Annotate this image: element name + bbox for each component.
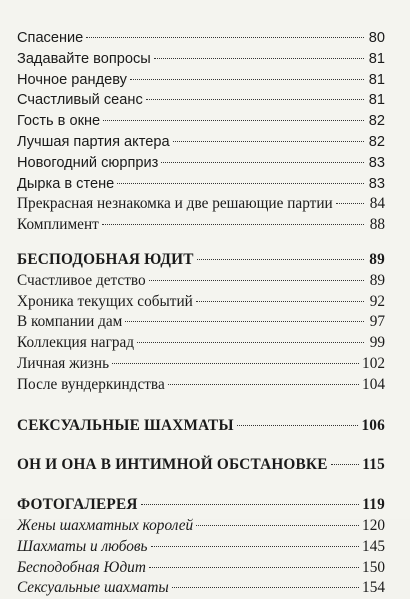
- toc-entry-title: Прекрасная незнакомка и две решающие партии: [17, 195, 333, 213]
- toc-entry: [17, 132, 385, 153]
- toc-entry-page: 83: [368, 175, 385, 192]
- toc-entry-page: 80: [368, 30, 385, 46]
- toc-section-title: СЕКСУАЛЬНЫЕ ШАХМАТЫ: [17, 416, 234, 434]
- dot-leader: [141, 504, 360, 505]
- toc-entry: [17, 578, 385, 599]
- toc-entry: [17, 153, 385, 174]
- dot-leader: [336, 203, 364, 204]
- toc-entry: [17, 271, 385, 292]
- toc-entry: [17, 215, 385, 236]
- toc-entry-page: 81: [368, 92, 385, 109]
- toc-entry: [17, 194, 385, 215]
- dot-leader: [149, 280, 364, 281]
- toc-entry-title: Счастливое детство: [17, 271, 146, 289]
- dot-leader: [173, 141, 364, 142]
- dot-leader: [103, 120, 364, 121]
- toc-entry-page: 102: [362, 354, 385, 372]
- dot-leader: [161, 162, 364, 163]
- dot-leader: [117, 183, 364, 184]
- toc-entry: [17, 354, 385, 375]
- toc-section-page: 115: [362, 456, 385, 474]
- dot-leader: [151, 546, 360, 547]
- toc-section-page: 106: [361, 416, 385, 434]
- dot-leader: [149, 567, 359, 568]
- toc-section-page: 89: [369, 250, 385, 268]
- toc-section-heading: [17, 495, 385, 516]
- table-of-contents: [17, 28, 385, 599]
- toc-entry-page: 82: [368, 133, 385, 150]
- toc-entry-page: 104: [362, 375, 385, 393]
- toc-entry-title: Комплимент: [17, 216, 99, 234]
- toc-entry-page: 84: [369, 195, 385, 213]
- toc-entry: [17, 558, 385, 579]
- toc-entry: [17, 111, 385, 132]
- spacer: [17, 436, 385, 455]
- toc-entry-page: 154: [362, 579, 385, 597]
- toc-entry-title: Личная жизнь: [17, 354, 110, 372]
- toc-entry-title: Бесподобная Юдит: [17, 558, 146, 576]
- toc-entry-title: Ночное рандеву: [17, 71, 127, 88]
- toc-entry-title: Шахматы и любовь: [17, 537, 148, 555]
- toc-entry-title: После вундеркиндства: [17, 375, 165, 393]
- toc-entry: [17, 312, 385, 333]
- dot-leader: [130, 79, 364, 80]
- dot-leader: [154, 58, 364, 59]
- toc-entry: [17, 174, 385, 195]
- toc-entry-title: Дырка в стене: [17, 175, 115, 192]
- toc-entry-page: 81: [368, 71, 385, 88]
- dot-leader: [196, 301, 364, 302]
- toc-entry: [17, 537, 385, 558]
- toc-entry: [17, 49, 385, 70]
- toc-section-heading: [17, 250, 385, 271]
- toc-section-heading: [17, 416, 385, 437]
- toc-entry-page: 92: [369, 292, 385, 310]
- dot-leader: [112, 363, 359, 364]
- toc-section-heading: [17, 455, 385, 476]
- toc-entry-page: 83: [368, 154, 385, 171]
- toc-entry-page: 82: [368, 113, 385, 130]
- toc-entry-page: 99: [369, 334, 385, 352]
- toc-entry: [17, 292, 385, 313]
- toc-entry-title: В компании дам: [17, 313, 123, 331]
- toc-entry: [17, 90, 385, 111]
- toc-entry-title: Гость в окне: [17, 113, 101, 130]
- toc-entry-page: 88: [369, 216, 385, 234]
- toc-entry: [17, 516, 385, 537]
- toc-entry-title: Счастливый сеанс: [17, 92, 143, 109]
- dot-leader: [125, 321, 364, 322]
- toc-entry-page: 97: [369, 313, 385, 331]
- toc-section-title: БЕСПОДОБНАЯ ЮДИТ: [17, 250, 194, 268]
- toc-entry-title: Коллекция наград: [17, 334, 135, 352]
- dot-leader: [331, 464, 360, 465]
- toc-entry: [17, 333, 385, 354]
- dot-leader: [168, 384, 359, 385]
- dot-leader: [146, 99, 364, 100]
- spacer: [17, 476, 385, 495]
- toc-section-page: 119: [362, 496, 385, 514]
- spacer: [17, 236, 385, 250]
- toc-entry-page: 145: [362, 537, 385, 555]
- toc-entry-title: Жены шахматных королей: [17, 516, 194, 534]
- dot-leader: [197, 259, 364, 260]
- dot-leader: [137, 342, 364, 343]
- toc-entry-title: Лучшая партия актера: [17, 133, 170, 150]
- dot-leader: [102, 224, 364, 225]
- toc-entry: [17, 375, 385, 396]
- dot-leader: [196, 525, 359, 526]
- toc-entry-page: 81: [368, 50, 385, 67]
- dot-leader: [172, 587, 359, 588]
- toc-entry-page: 150: [362, 558, 385, 576]
- toc-section-title: ФОТОГАЛЕРЕЯ: [17, 496, 138, 514]
- toc-entry: [17, 28, 385, 49]
- dot-leader: [237, 425, 359, 426]
- toc-entry-page: 89: [369, 271, 385, 289]
- toc-entry-title: Новогодний сюрприз: [17, 154, 159, 171]
- toc-section-title: ОН И ОНА В ИНТИМНОЙ ОБСТАНОВКЕ: [17, 456, 328, 474]
- dot-leader: [86, 37, 364, 38]
- toc-entry-title: Спасение: [17, 30, 84, 46]
- toc-entry-page: 120: [362, 516, 385, 534]
- toc-entry: [17, 70, 385, 91]
- spacer: [17, 396, 385, 416]
- toc-entry-title: Сексуальные шахматы: [17, 579, 169, 597]
- toc-entry-title: Задавайте вопросы: [17, 50, 151, 67]
- toc-entry-title: Хроника текущих событий: [17, 292, 193, 310]
